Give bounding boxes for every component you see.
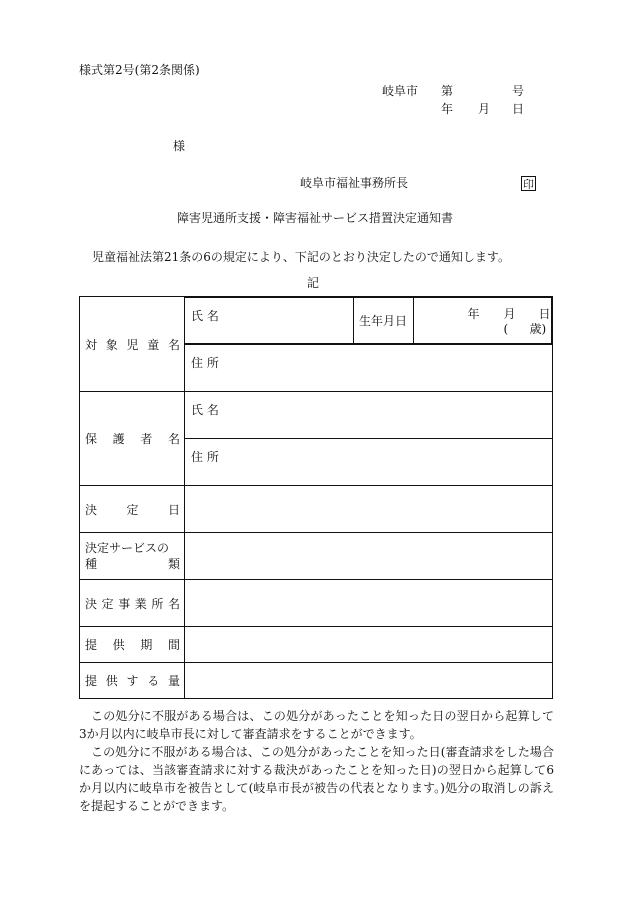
label-char: る: [147, 674, 160, 688]
guardian-name-label: [80, 430, 184, 447]
child-name-cell[interactable]: [185, 298, 353, 344]
label-char: 種: [85, 557, 98, 571]
date-year-label: 年: [441, 102, 454, 116]
age-label: 歳): [529, 322, 547, 336]
label-char: 業: [134, 596, 147, 611]
office-name-label: [80, 595, 184, 612]
birth-month-label: 月: [503, 307, 516, 321]
period-value-cell[interactable]: [185, 627, 553, 663]
birth-year-label: 年: [467, 307, 480, 321]
office-name-label-cell: [80, 580, 185, 627]
city-label: 岐阜市: [382, 84, 419, 98]
amount-label-cell: [80, 663, 185, 699]
label-char: 児: [126, 337, 139, 352]
amount-value-cell[interactable]: [185, 663, 553, 699]
label-char: 期: [140, 638, 153, 652]
amount-label: [80, 672, 184, 689]
service-type-line1: 決定サービスの: [85, 541, 170, 555]
label-char: 提: [85, 638, 98, 652]
guardian-name-label-inner: 氏 名: [191, 403, 219, 417]
label-char: 名: [167, 337, 180, 352]
notes-section: [79, 707, 554, 815]
seal-stamp: 印: [523, 178, 534, 191]
birth-day-label: 日: [538, 307, 551, 321]
note-paragraph-1: この処分に不服がある場合は、この処分があったことを知った日の翌日から起算して3か月以内に岐阜市長に対して審査請求をすることができます。: [79, 709, 554, 741]
document-title: 障害児通所支援・障害福祉サービス措置決定通知書: [177, 211, 454, 225]
label-char: 決: [85, 596, 98, 611]
decision-date-value-cell[interactable]: [185, 486, 553, 533]
age-open-paren: (: [503, 322, 509, 336]
label-char: 童: [147, 337, 160, 352]
child-name-label: [80, 336, 184, 353]
label-char: 供: [112, 638, 125, 652]
label-char: 象: [105, 337, 118, 352]
label-char: す: [126, 674, 139, 688]
child-address-label: 住 所: [191, 356, 219, 370]
intro-text: 児童福祉法第21条の6の規定により、下記のとおり決定したので通知します。: [92, 250, 510, 264]
guardian-name-cell[interactable]: [185, 392, 553, 439]
service-type-label-cell: [80, 533, 185, 580]
label-char: 名: [167, 432, 180, 446]
guardian-name-label-cell: [80, 392, 185, 486]
form-number: 様式第2号(第2条関係): [79, 63, 200, 77]
birthdate-label: 生年月日: [358, 314, 407, 328]
label-char: 定: [101, 596, 114, 611]
label-char: 日: [167, 502, 180, 517]
addressee-sama: 様: [173, 139, 186, 153]
decision-date-label: [80, 501, 184, 518]
document-number-dai: 第: [441, 84, 454, 98]
note-paragraph-2: この処分に不服がある場合は、この処分があったことを知った日(審査請求をした場合にあっては、当該審査請求に対する裁決があったことを知った日)の翌日から起算して6か月以内に岐阜市を被告として(岐阜市長が被告の代表となります。)処分の取消しの訴えを提起することができます。: [79, 745, 554, 813]
label-char: 類: [167, 557, 180, 571]
label-char: 定: [126, 502, 139, 517]
birthdate-value-cell[interactable]: [413, 298, 552, 344]
service-type-line2: [85, 556, 180, 572]
label-char: 護: [112, 432, 125, 446]
decision-table: [79, 296, 553, 699]
office-name-value-cell[interactable]: [185, 580, 553, 627]
period-label: [80, 636, 184, 653]
guardian-address-cell[interactable]: [185, 439, 553, 486]
date-month-label: 月: [478, 102, 491, 116]
label-char: 供: [105, 674, 118, 688]
child-address-cell[interactable]: [185, 345, 553, 392]
birthdate-label-cell: [353, 298, 413, 344]
document-number-go: 号: [512, 84, 525, 98]
label-char: 事: [118, 596, 131, 611]
label-char: 量: [167, 674, 180, 688]
label-char: 名: [167, 596, 180, 611]
period-label-cell: [80, 627, 185, 663]
label-char: 対: [85, 337, 98, 352]
child-name-label-cell: [80, 297, 185, 392]
issuer-name: 岐阜市福祉事務所長: [300, 176, 409, 190]
service-type-value-cell[interactable]: [185, 533, 553, 580]
label-char: 間: [167, 638, 180, 652]
label-char: 決: [85, 502, 98, 517]
label-char: 提: [85, 674, 98, 688]
child-name-label-inner: 氏 名: [191, 309, 219, 323]
label-char: 所: [151, 596, 164, 611]
date-day-label: 日: [512, 102, 525, 116]
child-name-row: [185, 297, 553, 345]
label-char: 者: [140, 432, 153, 446]
guardian-address-label: 住 所: [191, 450, 219, 464]
child-name-subtable: [185, 297, 552, 344]
service-type-label: [80, 540, 184, 572]
label-char: 保: [85, 432, 98, 446]
ki-heading: 記: [307, 276, 320, 290]
decision-date-label-cell: [80, 486, 185, 533]
